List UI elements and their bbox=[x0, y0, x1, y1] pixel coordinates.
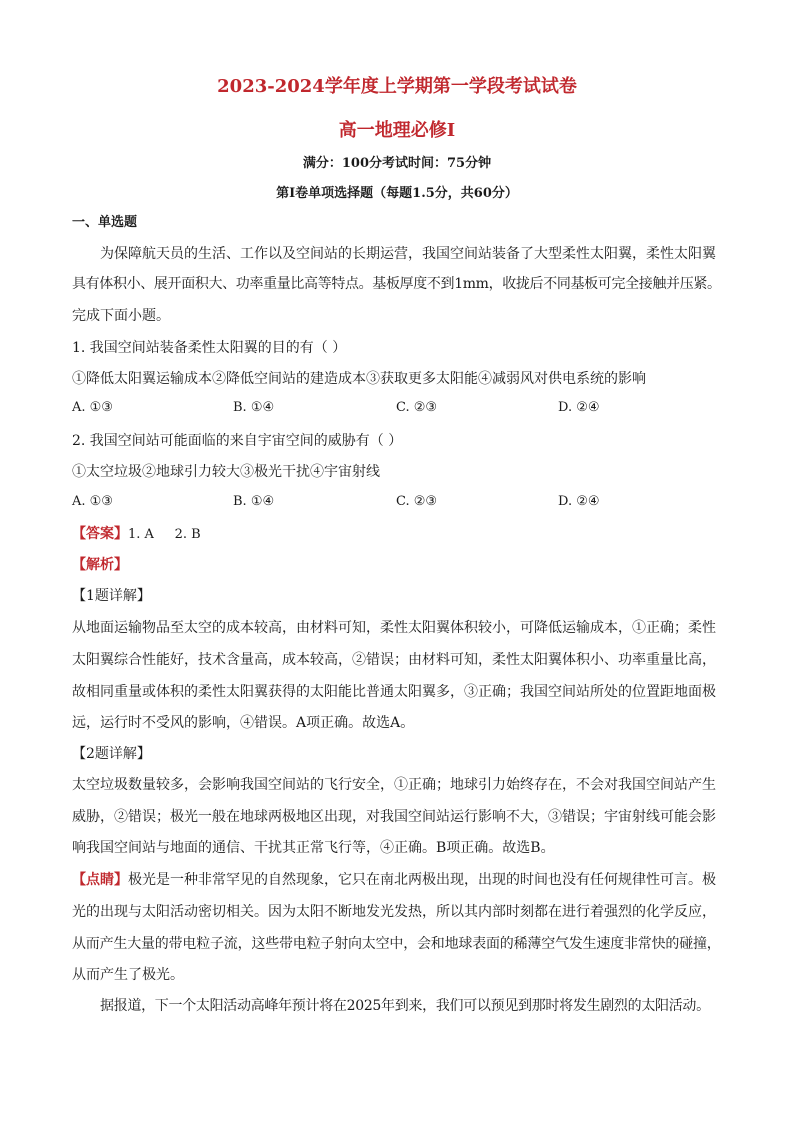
detail-2-line-2: 威胁，②错误；极光一般在地球两极地区出现，对我国空间站运行影响不大，③错误；宇宙射线可能会影 bbox=[72, 809, 716, 825]
detail-1-line-2: 太阳翼综合性能好，技术含量高，成本较高，②错误；由材料可知，柔性太阳翼体积小、功率重量比高， bbox=[72, 652, 716, 668]
tip-line-2: 从而产生大量的带电粒子流，这些带电粒子射向太空中，会和地球表面的稀薄空气发生速度非常快的碰撞， bbox=[72, 936, 721, 952]
tip-label: 【点睛】 bbox=[72, 872, 128, 888]
question-2-option-d: D. ②④ bbox=[558, 494, 600, 509]
tip-first-line: 极光是一种非常罕见的自然现象，它只在南北两极出现，出现的时间也没有任何规律性可言。极 bbox=[128, 872, 716, 888]
section-heading: 一、单选题 bbox=[72, 215, 138, 230]
detail-1-line-3: 故相同重量或体积的柔性太阳翼获得的太阳能比普通太阳翼多，③正确；我国空间站所处的位置距地面极 bbox=[72, 684, 716, 700]
answer-text: 1. A 2. B bbox=[128, 527, 201, 542]
tip-line-3: 从而产生了极光。 bbox=[72, 967, 184, 983]
question-1-option-b: B. ①④ bbox=[233, 400, 275, 415]
detail-1-label: 【1题详解】 bbox=[72, 588, 151, 604]
part-title: 第Ⅰ卷单项选择题（每题1.5分，共60分） bbox=[276, 186, 518, 201]
question-2-stem: 2. 我国空间站可能面临的来自宇宙空间的威胁有（ ） bbox=[72, 433, 403, 449]
detail-1-line-1: 从地面运输物品至太空的成本较高，由材料可知，柔性太阳翼体积较小，可降低运输成本，①正确；柔性 bbox=[72, 620, 716, 636]
question-2-option-a: A. ①③ bbox=[72, 494, 113, 509]
exam-subtitle: 高一地理必修Ⅰ bbox=[338, 120, 456, 141]
passage-line-2: 具有体积小、展开面积大、功率重量比高等特点。基板厚度不到1mm，收拢后不同基板可完全接触并压紧。 bbox=[72, 276, 721, 292]
passage-line-1: 为保障航天员的生活、工作以及空间站的长期运营，我国空间站装备了大型柔性太阳翼，柔性太阳翼 bbox=[100, 246, 716, 262]
detail-2-line-3: 响我国空间站与地面的通信、干扰其正常飞行等，④正确。B项正确。故选B。 bbox=[72, 840, 555, 856]
question-2-statements: ①太空垃圾②地球引力较大③极光干扰④宇宙射线 bbox=[72, 464, 380, 480]
answer-label: 【答案】 bbox=[72, 526, 128, 542]
question-1-option-a: A. ①③ bbox=[72, 400, 113, 415]
detail-1-line-4: 远，运行时不受风的影响，④错误。A项正确。故选A。 bbox=[72, 715, 415, 731]
question-2-option-b: B. ①④ bbox=[233, 494, 275, 509]
analysis-label: 【解析】 bbox=[72, 557, 128, 573]
question-1-option-c: C. ②③ bbox=[396, 400, 438, 415]
question-1-stem: 1. 我国空间站装备柔性太阳翼的目的有（ ） bbox=[72, 340, 347, 356]
tip-row bbox=[72, 870, 742, 890]
closing-paragraph: 据报道，下一个太阳活动高峰年预计将在2025年到来，我们可以预见到那时将发生剧烈的太阳活动。 bbox=[100, 998, 710, 1014]
question-2-option-c: C. ②③ bbox=[396, 494, 438, 509]
exam-title: 2023-2024学年度上学期第一学段考试试卷 bbox=[217, 76, 577, 97]
question-1-option-d: D. ②④ bbox=[558, 400, 600, 415]
detail-2-label: 【2题详解】 bbox=[72, 746, 151, 762]
tip-line-1: 光的出现与太阳活动密切相关。因为太阳不断地发光发热，所以其内部时刻都在进行着强烈的化学反应， bbox=[72, 904, 716, 920]
detail-2-line-1: 太空垃圾数量较多，会影响我国空间站的飞行安全，①正确；地球引力始终存在，不会对我国空间站产生 bbox=[72, 777, 716, 793]
passage-line-3: 完成下面小题。 bbox=[72, 308, 170, 324]
answer-row bbox=[72, 524, 742, 545]
question-1-statements: ①降低太阳翼运输成本②降低空间站的建造成本③获取更多太阳能④减弱风对供电系统的影响 bbox=[72, 371, 646, 387]
score-time-info: 满分：100分考试时间：75分钟 bbox=[302, 156, 492, 171]
